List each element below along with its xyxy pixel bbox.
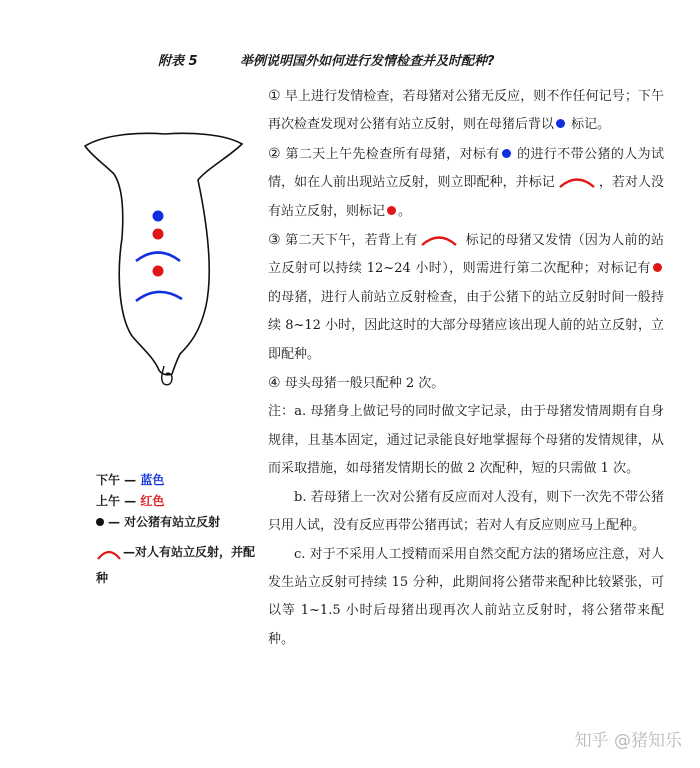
- blue-dot-icon: [556, 119, 565, 128]
- legend-dot-row: — 对公猪有站立反射: [96, 512, 266, 533]
- paragraph-3: ③ 第二天下午，若背上有 标记的母猪又发情（因为人前的站立反射可以持续 12~24 小时），则需进行第二次配种；对标记有的母猪，进行人前站立反射检查，由于公猪下的站立反射时间一般持续 8~12 小时，因此这时的大部分母猪应该出现人前的站立反射，立即配种。: [268, 232, 664, 362]
- legend-morning: 上午 — 红色: [96, 494, 165, 508]
- black-dot-icon: [96, 518, 104, 526]
- paragraph-4: ④ 母头母猪一般只配种 2 次。: [268, 375, 445, 392]
- watermark: 知乎 @猪知乐: [574, 731, 682, 751]
- note-b: b. 若母猪上一次对公猪有反应而对人没有，则下一次先不带公猪只用人试，没有反应再带公猪再试；若对人有反应则应马上配种。: [268, 489, 664, 534]
- red-arc-icon: [96, 546, 122, 560]
- legend-arc-row: —对人有站立反射，并配种: [96, 545, 256, 585]
- blue-dot: [153, 211, 164, 222]
- note-a: 注：a. 母猪身上做记号的同时做文字记录，由于母猪发情周期有自身规律，且基本固定，通过记录能良好地掌握每个母猪的发情规律，从而采取措施，如母猪发情期长的做 2 次配种，短的只需做 1 次。: [268, 404, 664, 477]
- appendix-title: [0, 50, 700, 70]
- blue-arc: [136, 292, 182, 301]
- blue-arc: [136, 253, 180, 262]
- red-dot-icon: [653, 263, 662, 272]
- legend-red-label: 红色: [140, 494, 165, 508]
- red-dot-icon: [387, 206, 396, 215]
- main-text: [268, 82, 664, 654]
- paragraph-1: ① 早上进行发情检查，若母猪对公猪无反应，则不作任何记号；下午再次检查发现对公猪有站立反射，则在母猪后背以 标记。: [268, 88, 664, 133]
- red-dot: [153, 266, 164, 277]
- red-arc-icon: [420, 232, 458, 246]
- red-arc-icon: [558, 174, 596, 188]
- legend-blue-label: 蓝色: [140, 473, 165, 487]
- pig-diagram-icon: [80, 128, 250, 390]
- appendix-label: 附表 5: [158, 54, 198, 69]
- blue-dot-icon: [502, 149, 511, 158]
- red-dot: [153, 229, 164, 240]
- appendix-heading: 举例说明国外如何进行发情检查并及时配种?: [240, 54, 495, 69]
- paragraph-2: ② 第二天上午先检查所有母猪，对标有 的进行不带公猪的人为试情，如在人前出现站立反射，则立即配种，并标记 ，若对人没有站立反射，则标记 。: [268, 145, 664, 219]
- legend-afternoon: 下午 — 蓝色: [96, 473, 165, 487]
- legend: [96, 470, 266, 591]
- note-c: c. 对于不采用人工授精而采用自然交配方法的猪场应注意，对人发生站立反射可持续 15 分种，此期间将公猪带来配种比较紧张，可以等 1~1.5 小时后母猪出现再次人前站立反射时，将公猪带来配种。: [268, 546, 664, 647]
